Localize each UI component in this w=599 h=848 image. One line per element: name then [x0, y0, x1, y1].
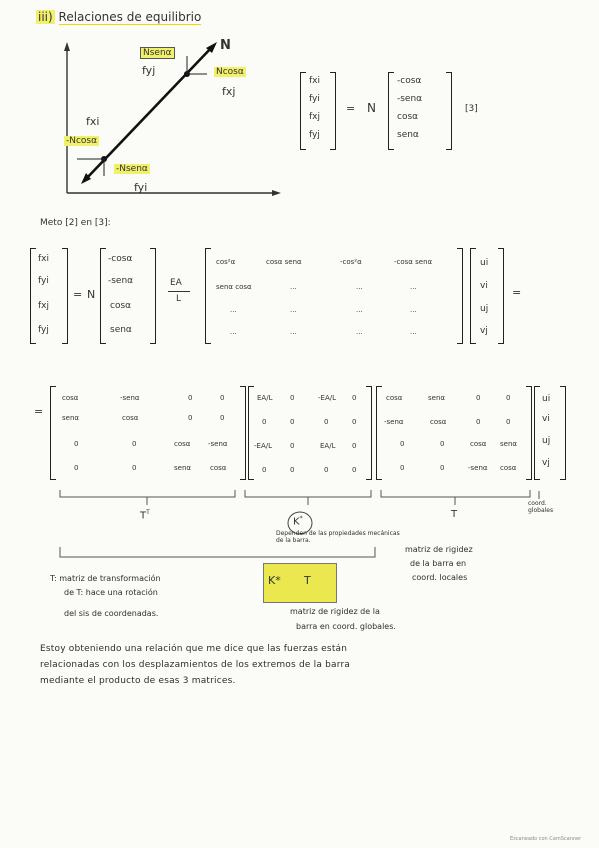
- eq3-rhs-1: -senα: [397, 94, 423, 104]
- t-r3c1: 0: [74, 440, 79, 448]
- paragraph-line-3: mediante el producto de esas 3 matrices.: [40, 676, 236, 686]
- k-r2c3: 0: [324, 418, 329, 426]
- tt-r1c1: cosα: [386, 394, 403, 402]
- k-r4c2: 0: [290, 466, 295, 474]
- big-lhs-0: fxi: [38, 254, 49, 264]
- eq3-lhs-bracket-left: [300, 72, 306, 150]
- t-r4c3: senα: [174, 464, 192, 472]
- eq3-rhs-0: -cosα: [397, 76, 422, 86]
- eq3-lhs-1: fyi: [309, 94, 320, 104]
- disp2-bracket-right: [560, 386, 566, 480]
- note-left-2: de T: hace una rotación: [64, 588, 158, 597]
- t-r3c3: cosα: [174, 440, 191, 448]
- t-matrix-bracket-right: [240, 386, 246, 480]
- big-vec-bracket-left: [100, 248, 106, 344]
- tt-r2c4: 0: [506, 418, 511, 426]
- tt-r1c3: 0: [476, 394, 481, 402]
- t-r1c1: cosα: [62, 394, 79, 402]
- k-r4c3: 0: [324, 466, 329, 474]
- label-n: N: [220, 38, 231, 53]
- meto-line: Meto [2] en [3]:: [40, 218, 111, 228]
- mats-lead: =: [34, 405, 44, 418]
- eq3-rhs-bracket-left: [388, 72, 394, 150]
- brace-k-sup: *: [299, 515, 303, 522]
- dependen-text: Dependen de las propiedades mecánicas de la barra.: [276, 530, 400, 544]
- eq3-lhs-0: fxi: [309, 76, 320, 86]
- label-ncos-top: Ncosα: [216, 67, 244, 77]
- k-r3c3: EA/L: [320, 442, 336, 450]
- note-right-1: matriz de rigidez: [405, 545, 473, 554]
- big-mat-r2c3: ...: [356, 283, 363, 291]
- brace-t2-label: T: [451, 509, 458, 520]
- tt-r3c2: 0: [440, 440, 445, 448]
- k-r1c1: EA/L: [257, 394, 273, 402]
- explanation-paragraph: [40, 641, 570, 689]
- brace-tt: [381, 490, 530, 505]
- t-r1c3: 0: [188, 394, 193, 402]
- disp2-0: ui: [542, 394, 551, 404]
- section-title: [36, 10, 201, 24]
- tt-r3c1: 0: [400, 440, 405, 448]
- box-tt-text: [304, 574, 311, 587]
- t-r3c4: -senα: [208, 440, 228, 448]
- big-mat-r2c2: ...: [290, 283, 297, 291]
- k-r3c4: 0: [352, 442, 357, 450]
- k-r2c4: 0: [352, 418, 357, 426]
- tt-r2c2: cosα: [430, 418, 447, 426]
- big-disp-1: vi: [480, 281, 488, 291]
- k-r4c4: 0: [352, 466, 357, 474]
- k-matrix-bracket-left: [248, 386, 254, 480]
- t-matrix-bracket-left: [50, 386, 56, 480]
- big-mat-r2c4: ...: [410, 283, 417, 291]
- big-lhs-bracket-left: [30, 248, 36, 344]
- tt-r4c4: cosα: [500, 464, 517, 472]
- t-r1c2: -senα: [120, 394, 140, 402]
- label-ncos-left: -Ncosα: [66, 136, 98, 146]
- tt-r4c2: 0: [440, 464, 445, 472]
- section-number: iii): [38, 10, 53, 24]
- brace-t-sup: T: [146, 509, 150, 516]
- tt-r4c1: 0: [400, 464, 405, 472]
- big-disp-bracket-right: [498, 248, 504, 344]
- label-nsena-top: Nsenα: [140, 47, 175, 59]
- note-right-3: coord. locales: [412, 573, 468, 582]
- big-vec-1: -senα: [108, 276, 134, 286]
- k-r3c1: -EA/L: [254, 442, 272, 450]
- eq3-rhs-3: senα: [397, 130, 419, 140]
- big-vec-bracket-right: [150, 248, 156, 344]
- big-disp-bracket-left: [470, 248, 476, 344]
- k-r1c4: 0: [352, 394, 357, 402]
- t-r2c2: cosα: [122, 414, 139, 422]
- big-mat-r1c4: -cosα senα: [394, 258, 433, 266]
- t-r4c4: cosα: [210, 464, 227, 472]
- big-equals: =: [73, 288, 83, 301]
- label-fyj: fyj: [142, 64, 156, 77]
- tt-matrix-bracket-left: [376, 386, 382, 480]
- k-matrix-bracket-right: [366, 386, 372, 480]
- brace-k-text: K: [293, 516, 300, 528]
- big-vec-2: cosα: [110, 301, 132, 311]
- big-mat-r4c4: ...: [410, 328, 417, 336]
- paragraph-line-2: relacionadas con los desplazamientos de los extremos de la barra: [40, 660, 351, 670]
- k-r4c1: 0: [262, 466, 267, 474]
- t-r4c2: 0: [132, 464, 137, 472]
- big-mat-r1c3: -cos²α: [340, 258, 362, 266]
- label-nsena-bottom: -Nsenα: [116, 164, 148, 174]
- k-r2c2: 0: [290, 418, 295, 426]
- big-disp-3: vj: [480, 326, 488, 336]
- big-ea-num: EA: [170, 278, 182, 288]
- disp2-3: vj: [542, 458, 550, 468]
- y-axis-arrow: [64, 42, 70, 51]
- brace-t-label: [140, 509, 150, 521]
- big-mat-r3c3: ...: [356, 306, 363, 314]
- note-left-1: T: matriz de transformación: [50, 574, 161, 583]
- disp2-bracket-left: [534, 386, 540, 480]
- big-mat-r4c3: ...: [356, 328, 363, 336]
- big-vec-0: -cosα: [108, 254, 133, 264]
- big-lhs-3: fyj: [38, 325, 49, 335]
- coord-globales-label: coord. globales: [528, 500, 554, 514]
- k-r3c2: 0: [290, 442, 295, 450]
- big-mat-r4c2: ...: [290, 328, 297, 336]
- tt-r2c3: 0: [476, 418, 481, 426]
- tt-matrix-bracket-right: [526, 386, 532, 480]
- t-r4c1: 0: [74, 464, 79, 472]
- brace-t-text: T: [140, 510, 147, 522]
- tt-r2c1: -senα: [384, 418, 404, 426]
- tt-r3c3: cosα: [470, 440, 487, 448]
- t-r2c3: 0: [188, 414, 193, 422]
- big-lhs-2: fxj: [38, 301, 49, 311]
- label-fxj: fxj: [222, 85, 236, 98]
- brace-t: [60, 490, 235, 505]
- tt-r4c3: -senα: [468, 464, 488, 472]
- t-r2c4: 0: [220, 414, 225, 422]
- eq3-lhs-3: fyj: [309, 130, 320, 140]
- big-mat-bracket-left: [205, 248, 211, 344]
- eq3-equals: =: [346, 102, 356, 115]
- eq3-lhs-2: fxj: [309, 112, 320, 122]
- box-tt-label: T: [304, 574, 311, 587]
- tt-r1c2: senα: [428, 394, 446, 402]
- eq3-rhs-2: cosα: [397, 112, 419, 122]
- big-mat-r3c2: ...: [290, 306, 297, 314]
- disp2-2: uj: [542, 436, 551, 446]
- big-mat-r2c1: senα cosα: [216, 283, 252, 291]
- big-disp-2: uj: [480, 304, 489, 314]
- big-mat-r1c1: cos²α: [216, 258, 236, 266]
- big-lhs-1: fyi: [38, 276, 49, 286]
- note-below-1: matriz de rigidez de la: [290, 607, 380, 616]
- big-mat-bracket-right: [457, 248, 463, 344]
- t-r1c4: 0: [220, 394, 225, 402]
- big-factor: N: [87, 288, 96, 301]
- eq3-tag: [3]: [465, 104, 478, 114]
- eq3-factor: N: [367, 101, 376, 115]
- t-r3c2: 0: [132, 440, 137, 448]
- k-r1c2: 0: [290, 394, 295, 402]
- box-k-label: K*: [268, 574, 281, 587]
- scanner-footer: Escaneado con CamScanner: [510, 836, 582, 842]
- note-left-3: del sis de coordenadas.: [64, 609, 159, 618]
- k-r1c3: -EA/L: [318, 394, 336, 402]
- brace-k: [245, 490, 371, 505]
- label-fyi: fyi: [134, 181, 148, 194]
- big-ea-den: L: [176, 294, 182, 304]
- section-heading: Relaciones de equilibrio: [58, 10, 202, 24]
- note-below-2: barra en coord. globales.: [296, 622, 396, 631]
- paragraph-line-1: Estoy obteniendo una relación que me dice que las fuerzas están: [40, 644, 348, 654]
- big-mat-r4c1: ...: [230, 328, 237, 336]
- box-k-text: [268, 574, 281, 587]
- tt-r1c4: 0: [506, 394, 511, 402]
- brace-total: [60, 547, 375, 557]
- big-ea-bar: [168, 291, 190, 292]
- eq3-lhs-bracket-right: [330, 72, 336, 150]
- disp2-1: vi: [542, 414, 550, 424]
- big-mat-r1c2: cosα senα: [266, 258, 302, 266]
- k-r2c1: 0: [262, 418, 267, 426]
- brace-k-label: [293, 515, 303, 527]
- big-disp-0: ui: [480, 258, 489, 268]
- big-mat-r3c4: ...: [410, 306, 417, 314]
- eq3-rhs-bracket-right: [446, 72, 452, 150]
- big-lhs-bracket-right: [62, 248, 68, 344]
- big-mat-r3c1: ...: [230, 306, 237, 314]
- big-vec-3: senα: [110, 325, 132, 335]
- note-right-2: de la barra en: [410, 559, 467, 568]
- label-fxi: fxi: [86, 115, 100, 128]
- tt-r3c4: senα: [500, 440, 518, 448]
- x-axis-arrow: [272, 190, 281, 196]
- big-equals-end: =: [512, 286, 522, 299]
- t-r2c1: senα: [62, 414, 80, 422]
